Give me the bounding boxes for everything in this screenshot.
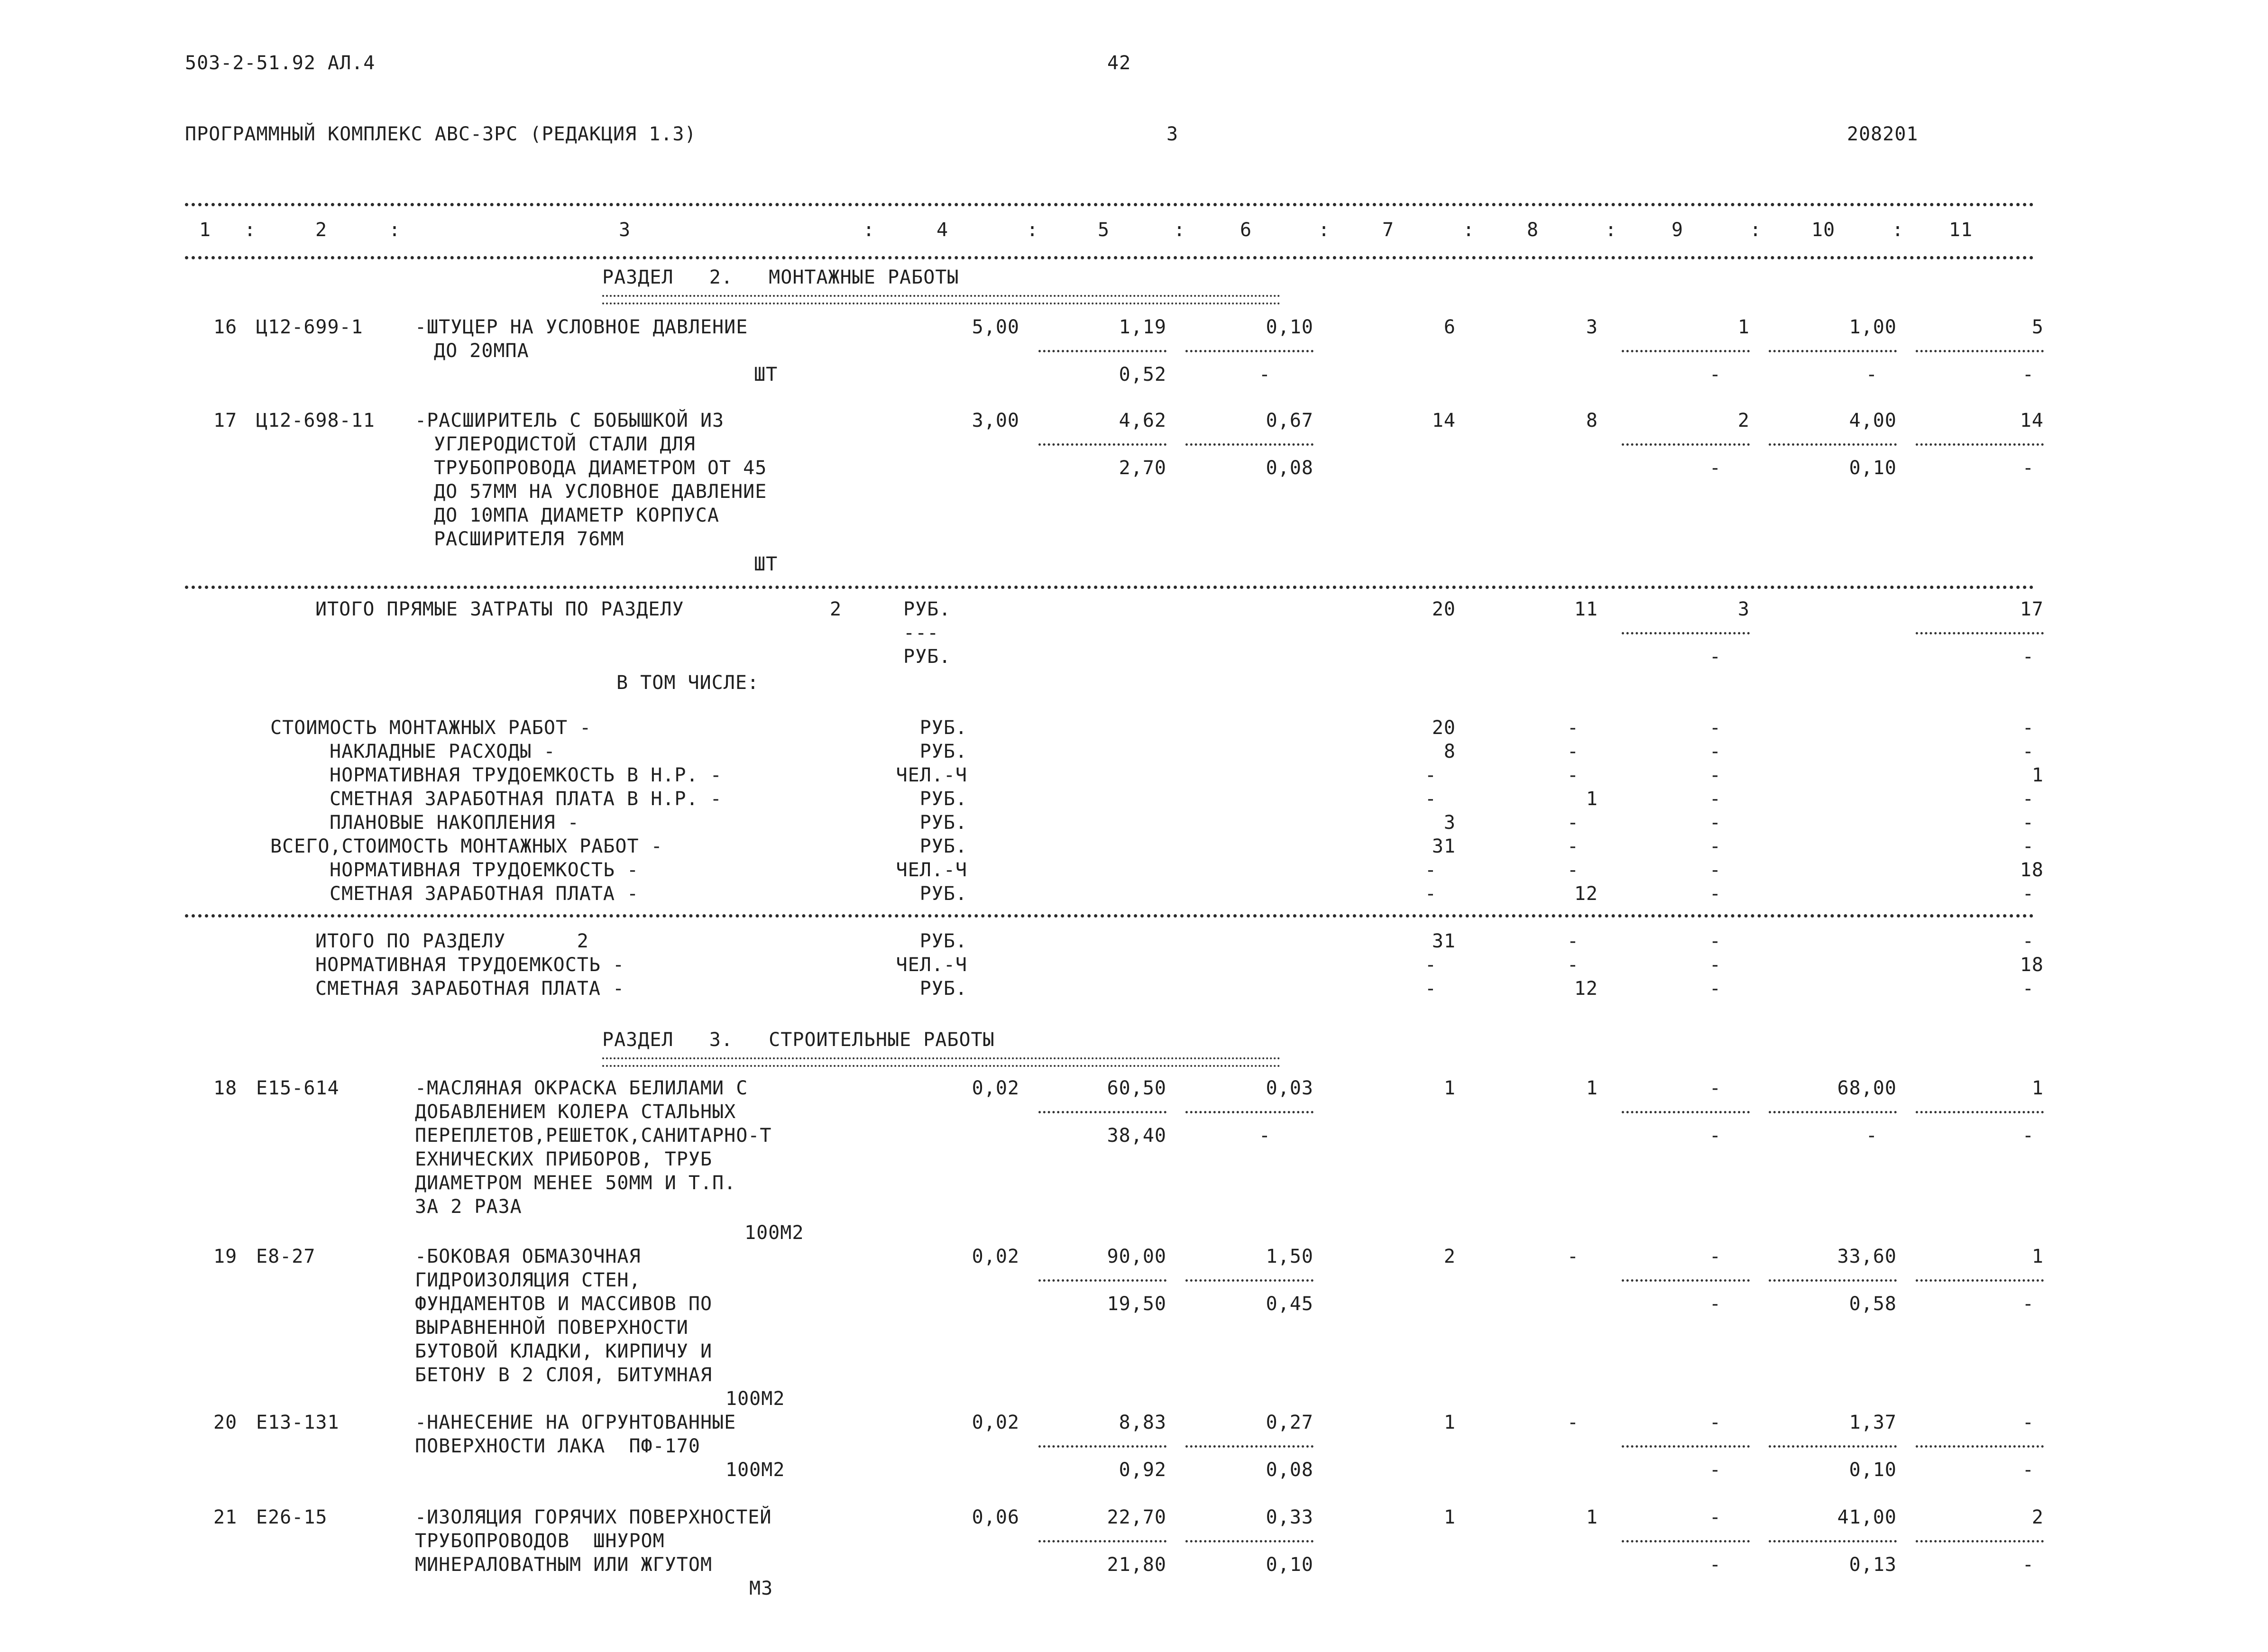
- cell-col4: 5,00: [972, 316, 1019, 338]
- cell-col11: 2: [2031, 1506, 2044, 1528]
- cell-col10: 33,60: [1837, 1246, 1897, 1267]
- cell-col9: -: [1709, 930, 1721, 952]
- cell-col7: 1: [1443, 1412, 1456, 1433]
- item-desc-line: ЗА 2 РАЗА: [415, 1196, 522, 1218]
- cell-col7: -: [1424, 954, 1437, 976]
- cell-col9: -: [1709, 741, 1721, 762]
- cell-col7: 14: [1432, 410, 1456, 431]
- item-code: Ц12-698-11: [256, 410, 375, 431]
- cell-col6-sub: 0,08: [1266, 457, 1313, 479]
- cell-col5: 8,83: [1119, 1412, 1166, 1433]
- item-desc-line: ГИДРОИЗОЛЯЦИЯ СТЕН,: [415, 1269, 641, 1291]
- cell-divider: [1185, 1279, 1313, 1282]
- cell-divider: [1769, 443, 1897, 446]
- cell-col8: -: [1567, 859, 1579, 881]
- cell-col11: 17: [2020, 598, 2044, 620]
- including-heading: В ТОМ ЧИСЛЕ:: [616, 672, 759, 694]
- cell-col11: 5: [2031, 316, 2044, 338]
- cell-col9: 1: [1737, 316, 1750, 338]
- item-code: Ц12-699-1: [256, 316, 363, 338]
- cell-col8: 12: [1574, 883, 1598, 905]
- cell-col9: -: [1709, 835, 1721, 857]
- cell-col5-sub: 38,40: [1107, 1125, 1166, 1147]
- item-desc-line: ДО 10МПА ДИАМЕТР КОРПУСА: [434, 505, 719, 526]
- cell-col10-sub: 0,10: [1849, 457, 1897, 479]
- section-divider: [185, 914, 2034, 918]
- cell-col11-sub: -: [2022, 1459, 2034, 1481]
- cell-col9: -: [1709, 717, 1721, 739]
- cell-col5: 90,00: [1107, 1246, 1166, 1267]
- col-header-sep: :: [1027, 219, 1039, 241]
- cell-col11: -: [2022, 741, 2034, 762]
- col-header-1: 1: [199, 219, 211, 241]
- cell-col10: 68,00: [1837, 1077, 1897, 1099]
- cell-col5: 60,50: [1107, 1077, 1166, 1099]
- item-code: Е8-27: [256, 1246, 316, 1267]
- cell-col8: -: [1567, 812, 1579, 834]
- cell-col11: 14: [2020, 410, 2044, 431]
- cell-col9: 3: [1737, 598, 1750, 620]
- cell-col7: -: [1424, 859, 1437, 881]
- cell-col9-sub: -: [1709, 364, 1721, 385]
- item-code: Е13-131: [256, 1412, 340, 1433]
- item-unit: 100М2: [725, 1459, 785, 1481]
- cell-col9-sub: -: [1709, 646, 1721, 668]
- col-header-3: 3: [619, 219, 631, 241]
- cell-col8: 1: [1586, 1506, 1598, 1528]
- col-header-sep: :: [389, 219, 401, 241]
- cell-col5-sub: 19,50: [1107, 1293, 1166, 1315]
- cell-divider: [1038, 1540, 1166, 1542]
- cell-col10-sub: 0,10: [1849, 1459, 1897, 1481]
- cell-divider: [1916, 1279, 2044, 1282]
- cell-col9: -: [1709, 883, 1721, 905]
- cell-col6: 0,33: [1266, 1506, 1313, 1528]
- item-number: 16: [213, 316, 238, 338]
- item-desc-line: БЕТОНУ В 2 СЛОЯ, БИТУМНАЯ: [415, 1364, 713, 1386]
- cell-col8: -: [1567, 741, 1579, 762]
- cell-col7: -: [1424, 978, 1437, 1000]
- header-bottom-border: [185, 256, 2034, 259]
- item-desc-line: ДО 57ММ НА УСЛОВНОЕ ДАВЛЕНИЕ: [434, 481, 767, 503]
- cell-col6-sub: -: [1258, 1125, 1271, 1147]
- cell-divider: [1916, 632, 2044, 634]
- cell-col9: -: [1709, 1246, 1721, 1267]
- cell-col9: -: [1709, 954, 1721, 976]
- cell-divider: [1038, 350, 1166, 352]
- col-header-5: 5: [1098, 219, 1110, 241]
- section3-title-underline: [602, 1057, 1280, 1067]
- cell-col9: -: [1709, 812, 1721, 834]
- cell-divider: [1622, 1279, 1750, 1282]
- cell-col6-sub: 0,45: [1266, 1293, 1313, 1315]
- cell-divider: [1038, 1111, 1166, 1113]
- cell-divider: [1916, 1111, 2044, 1113]
- cell-col9-sub: -: [1709, 1554, 1721, 1576]
- cell-divider: [1038, 1279, 1166, 1282]
- cell-col11: 1: [2031, 1077, 2044, 1099]
- item-unit: ШТ: [754, 364, 778, 385]
- cell-col7: -: [1424, 764, 1437, 786]
- cell-col11-sub: -: [2022, 457, 2034, 479]
- cell-col11-sub: -: [2022, 1554, 2034, 1576]
- cell-col4: 0,02: [972, 1077, 1019, 1099]
- cell-col8: -: [1567, 1246, 1579, 1267]
- cell-col7: 20: [1432, 598, 1456, 620]
- cell-divider: [1185, 350, 1313, 352]
- program-title: ПРОГРАММНЫЙ КОМПЛЕКС АВС-3РС (РЕДАКЦИЯ 1.3): [185, 123, 697, 145]
- cell-col8: 11: [1574, 598, 1598, 620]
- cell-col8: -: [1567, 954, 1579, 976]
- cell-col6-sub: 0,08: [1266, 1459, 1313, 1481]
- totals-unit: РУБ.: [919, 978, 967, 1000]
- cell-col6: 0,10: [1266, 316, 1313, 338]
- cell-col7: 1: [1443, 1506, 1456, 1528]
- cell-divider: [1916, 1540, 2044, 1542]
- direct-costs-dash: ---: [903, 622, 939, 644]
- breakdown-label: НОРМАТИВНАЯ ТРУДОЕМКОСТЬ -: [330, 859, 639, 881]
- item-number: 17: [213, 410, 238, 431]
- cell-col8: -: [1567, 717, 1579, 739]
- table-top-border: [185, 203, 2034, 206]
- doc-code: 503-2-51.92 АЛ.4: [185, 52, 376, 74]
- item-unit: М3: [749, 1578, 773, 1599]
- breakdown-unit: РУБ.: [919, 788, 967, 810]
- item-number: 20: [213, 1412, 238, 1433]
- breakdown-label: НАКЛАДНЫЕ РАСХОДЫ -: [330, 741, 556, 762]
- cell-col7: 31: [1432, 835, 1456, 857]
- cell-col11-sub: -: [2022, 646, 2034, 668]
- cell-col8: -: [1567, 1412, 1579, 1433]
- cell-col8: -: [1567, 835, 1579, 857]
- col-header-sep: :: [1605, 219, 1617, 241]
- cell-divider: [1038, 443, 1166, 446]
- page-number: 42: [1107, 52, 1131, 74]
- cell-divider: [1769, 1540, 1897, 1542]
- direct-costs-label: ИТОГО ПРЯМЫЕ ЗАТРАТЫ ПО РАЗДЕЛУ: [315, 598, 684, 620]
- item-code: Е15-614: [256, 1077, 340, 1099]
- cell-divider: [1038, 1445, 1166, 1448]
- cell-col5: 4,62: [1119, 410, 1166, 431]
- col-header-sep: :: [1174, 219, 1186, 241]
- cell-col8: 3: [1586, 316, 1598, 338]
- cell-col10-sub: 0,13: [1849, 1554, 1897, 1576]
- cell-col9-sub: -: [1709, 457, 1721, 479]
- cell-col9-sub: -: [1709, 1125, 1721, 1147]
- item-desc-line: ТРУБОПРОВОДОВ ШНУРОМ: [415, 1530, 665, 1552]
- breakdown-label: НОРМАТИВНАЯ ТРУДОЕМКОСТЬ В Н.Р. -: [330, 764, 722, 786]
- cell-col10: 1,00: [1849, 316, 1897, 338]
- breakdown-label: СТОИМОСТЬ МОНТАЖНЫХ РАБОТ -: [270, 717, 592, 739]
- cell-divider: [1622, 1111, 1750, 1113]
- cell-col9-sub: -: [1709, 1459, 1721, 1481]
- cell-col6-sub: 0,10: [1266, 1554, 1313, 1576]
- cell-col9: 2: [1737, 410, 1750, 431]
- cell-col9: -: [1709, 788, 1721, 810]
- column-header-row: [199, 218, 2034, 242]
- col-header-sep: :: [1463, 219, 1475, 241]
- col-header-7: 7: [1382, 219, 1395, 241]
- cell-col9: -: [1709, 1506, 1721, 1528]
- direct-costs-section: 2: [830, 598, 842, 620]
- cell-col8: -: [1567, 764, 1579, 786]
- cell-col11: -: [2022, 978, 2034, 1000]
- cell-col8: 1: [1586, 1077, 1598, 1099]
- cell-col10: 4,00: [1849, 410, 1897, 431]
- breakdown-unit: ЧЕЛ.-Ч: [896, 764, 967, 786]
- breakdown-label: СМЕТНАЯ ЗАРАБОТНАЯ ПЛАТА -: [330, 883, 639, 905]
- breakdown-label: ПЛАНОВЫЕ НАКОПЛЕНИЯ -: [330, 812, 579, 834]
- item-number: 21: [213, 1506, 238, 1528]
- cell-divider: [1622, 632, 1750, 634]
- item-desc-line: ПЕРЕПЛЕТОВ,РЕШЕТОК,САНИТАРНО-Т: [415, 1125, 772, 1147]
- cell-col6: 0,67: [1266, 410, 1313, 431]
- item-unit: 100М2: [725, 1388, 785, 1410]
- item-desc-line: ВЫРАВНЕННОЙ ПОВЕРХНОСТИ: [415, 1317, 689, 1339]
- cell-col9: -: [1709, 978, 1721, 1000]
- cell-col10-sub: 0,58: [1849, 1293, 1897, 1315]
- totals-unit: РУБ.: [919, 930, 967, 952]
- cell-col7: -: [1424, 788, 1437, 810]
- item-desc-line: -ШТУЦЕР НА УСЛОВНОЕ ДАВЛЕНИЕ: [415, 316, 748, 338]
- item-desc-line: -ИЗОЛЯЦИЯ ГОРЯЧИХ ПОВЕРХНОСТЕЙ: [415, 1506, 772, 1528]
- col-header-6: 6: [1240, 219, 1252, 241]
- cell-divider: [1769, 350, 1897, 352]
- cell-divider: [1769, 1111, 1897, 1113]
- cell-col9-sub: -: [1709, 1293, 1721, 1315]
- col-header-2: 2: [315, 219, 328, 241]
- cell-col7: 31: [1432, 930, 1456, 952]
- cell-col7: -: [1424, 883, 1437, 905]
- item-desc-line: -РАСШИРИТЕЛЬ С БОБЫШКОЙ ИЗ: [415, 410, 725, 431]
- cell-col7: 1: [1443, 1077, 1456, 1099]
- cell-divider: [1185, 443, 1313, 446]
- cell-col6: 0,27: [1266, 1412, 1313, 1433]
- cell-col11: -: [2022, 883, 2034, 905]
- cell-divider: [1769, 1279, 1897, 1282]
- cell-col4: 0,06: [972, 1506, 1019, 1528]
- cell-divider: [1769, 1445, 1897, 1448]
- item-desc-line: ДО 20МПА: [434, 340, 529, 362]
- cell-col7: 3: [1443, 812, 1456, 834]
- cell-col8: -: [1567, 930, 1579, 952]
- document-code: 208201: [1847, 123, 1919, 145]
- col-header-sep: :: [1892, 219, 1904, 241]
- col-header-sep: :: [863, 219, 875, 241]
- item-code: Е26-15: [256, 1506, 328, 1528]
- totals-unit: ЧЕЛ.-Ч: [896, 954, 967, 976]
- cell-col5: 22,70: [1107, 1506, 1166, 1528]
- item-desc-line: ПОВЕРХНОСТИ ЛАКА ПФ-170: [415, 1435, 700, 1457]
- cell-col11: -: [2022, 812, 2034, 834]
- cell-col9: -: [1709, 1412, 1721, 1433]
- cell-divider: [1622, 1540, 1750, 1542]
- cell-col7: 8: [1443, 741, 1456, 762]
- section-divider: [185, 586, 2034, 589]
- cell-col10: 1,37: [1849, 1412, 1897, 1433]
- cell-col11-sub: -: [2022, 1293, 2034, 1315]
- cell-col5-sub: 0,52: [1119, 364, 1166, 385]
- cell-divider: [1916, 1445, 2044, 1448]
- cell-col9: -: [1709, 764, 1721, 786]
- cell-col11: 18: [2020, 954, 2044, 976]
- cell-col11: -: [2022, 788, 2034, 810]
- item-desc-line: РАСШИРИТЕЛЯ 76ММ: [434, 528, 624, 550]
- item-desc-line: ТРУБОПРОВОДА ДИАМЕТРОМ ОТ 45: [434, 457, 767, 479]
- cell-col11: -: [2022, 717, 2034, 739]
- item-unit: 100М2: [744, 1222, 804, 1244]
- item-number: 19: [213, 1246, 238, 1267]
- col-header-sep: :: [1750, 219, 1762, 241]
- item-desc-line: ДОБАВЛЕНИЕМ КОЛЕРА СТАЛЬНЫХ: [415, 1101, 736, 1123]
- col-header-4: 4: [937, 219, 949, 241]
- cell-col5-sub: 21,80: [1107, 1554, 1166, 1576]
- col-header-sep: :: [1318, 219, 1331, 241]
- cell-col7: 2: [1443, 1246, 1456, 1267]
- cell-col5: 1,19: [1119, 316, 1166, 338]
- cell-divider: [1185, 1540, 1313, 1542]
- cell-divider: [1622, 350, 1750, 352]
- cell-divider: [1185, 1111, 1313, 1113]
- cell-col4: 0,02: [972, 1246, 1019, 1267]
- cell-col10-sub: -: [1865, 364, 1878, 385]
- col-header-8: 8: [1527, 219, 1539, 241]
- col-header-9: 9: [1671, 219, 1684, 241]
- cell-col11: 1: [2031, 1246, 2044, 1267]
- breakdown-unit: РУБ.: [919, 883, 967, 905]
- item-desc-line: БУТОВОЙ КЛАДКИ, КИРПИЧУ И: [415, 1340, 713, 1362]
- sheet-number: 3: [1166, 123, 1179, 145]
- cell-col8: 12: [1574, 978, 1598, 1000]
- cell-col7: 6: [1443, 316, 1456, 338]
- breakdown-label: ВСЕГО,СТОИМОСТЬ МОНТАЖНЫХ РАБОТ -: [270, 835, 663, 857]
- item-number: 18: [213, 1077, 238, 1099]
- item-unit: ШТ: [754, 553, 778, 575]
- totals-label: НОРМАТИВНАЯ ТРУДОЕМКОСТЬ -: [315, 954, 625, 976]
- item-desc-line: ДИАМЕТРОМ МЕНЕЕ 50ММ И Т.П.: [415, 1172, 736, 1194]
- item-desc-line: МИНЕРАЛОВАТНЫМ ИЛИ ЖГУТОМ: [415, 1554, 713, 1576]
- cell-divider: [1622, 1445, 1750, 1448]
- section2-title: РАЗДЕЛ 2. МОНТАЖНЫЕ РАБОТЫ: [602, 266, 959, 288]
- cell-col9: -: [1709, 1077, 1721, 1099]
- cell-col4: 3,00: [972, 410, 1019, 431]
- col-header-11: 11: [1949, 219, 1973, 241]
- cell-col11-sub: -: [2022, 364, 2034, 385]
- item-desc-line: ЕХНИЧЕСКИХ ПРИБОРОВ, ТРУБ: [415, 1148, 713, 1170]
- item-desc-line: ФУНДАМЕНТОВ И МАССИВОВ ПО: [415, 1293, 713, 1315]
- cell-divider: [1185, 1445, 1313, 1448]
- cell-divider: [1916, 443, 2044, 446]
- breakdown-label: СМЕТНАЯ ЗАРАБОТНАЯ ПЛАТА В Н.Р. -: [330, 788, 722, 810]
- cell-col6: 1,50: [1266, 1246, 1313, 1267]
- section2-title-underline: [602, 295, 1280, 304]
- totals-label: СМЕТНАЯ ЗАРАБОТНАЯ ПЛАТА -: [315, 978, 625, 1000]
- cell-col4: 0,02: [972, 1412, 1019, 1433]
- item-desc-line: -НАНЕСЕНИЕ НА ОГРУНТОВАННЫЕ: [415, 1412, 736, 1433]
- cell-col11: -: [2022, 1412, 2034, 1433]
- cell-col10-sub: -: [1865, 1125, 1878, 1147]
- cell-col11-sub: -: [2022, 1125, 2034, 1147]
- cell-col8: 8: [1586, 410, 1598, 431]
- col-header-10: 10: [1811, 219, 1836, 241]
- breakdown-unit: РУБ.: [919, 835, 967, 857]
- cell-col8: 1: [1586, 788, 1598, 810]
- breakdown-unit: РУБ.: [919, 812, 967, 834]
- cell-col10: 41,00: [1837, 1506, 1897, 1528]
- col-header-sep: :: [244, 219, 257, 241]
- cell-col11: 1: [2031, 764, 2044, 786]
- cell-divider: [1916, 350, 2044, 352]
- cell-col6: 0,03: [1266, 1077, 1313, 1099]
- cell-col6-sub: -: [1258, 364, 1271, 385]
- item-desc-line: УГЛЕРОДИСТОЙ СТАЛИ ДЛЯ: [434, 433, 696, 455]
- cell-col11: -: [2022, 930, 2034, 952]
- breakdown-unit: РУБ.: [919, 741, 967, 762]
- cell-col7: 20: [1432, 717, 1456, 739]
- section3-title: РАЗДЕЛ 3. СТРОИТЕЛЬНЫЕ РАБОТЫ: [602, 1029, 995, 1051]
- cell-divider: [1622, 443, 1750, 446]
- item-desc-line: -БОКОВАЯ ОБМАЗОЧНАЯ: [415, 1246, 641, 1267]
- direct-costs-unit: РУБ.: [903, 598, 951, 620]
- cell-col5-sub: 2,70: [1119, 457, 1166, 479]
- item-desc-line: -МАСЛЯНАЯ ОКРАСКА БЕЛИЛАМИ С: [415, 1077, 748, 1099]
- direct-costs-unit2: РУБ.: [903, 646, 951, 668]
- cell-col9: -: [1709, 859, 1721, 881]
- cell-col11: 18: [2020, 859, 2044, 881]
- cell-col11: -: [2022, 835, 2034, 857]
- cell-col5-sub: 0,92: [1119, 1459, 1166, 1481]
- breakdown-unit: ЧЕЛ.-Ч: [896, 859, 967, 881]
- breakdown-unit: РУБ.: [919, 717, 967, 739]
- totals-label: ИТОГО ПО РАЗДЕЛУ 2: [315, 930, 589, 952]
